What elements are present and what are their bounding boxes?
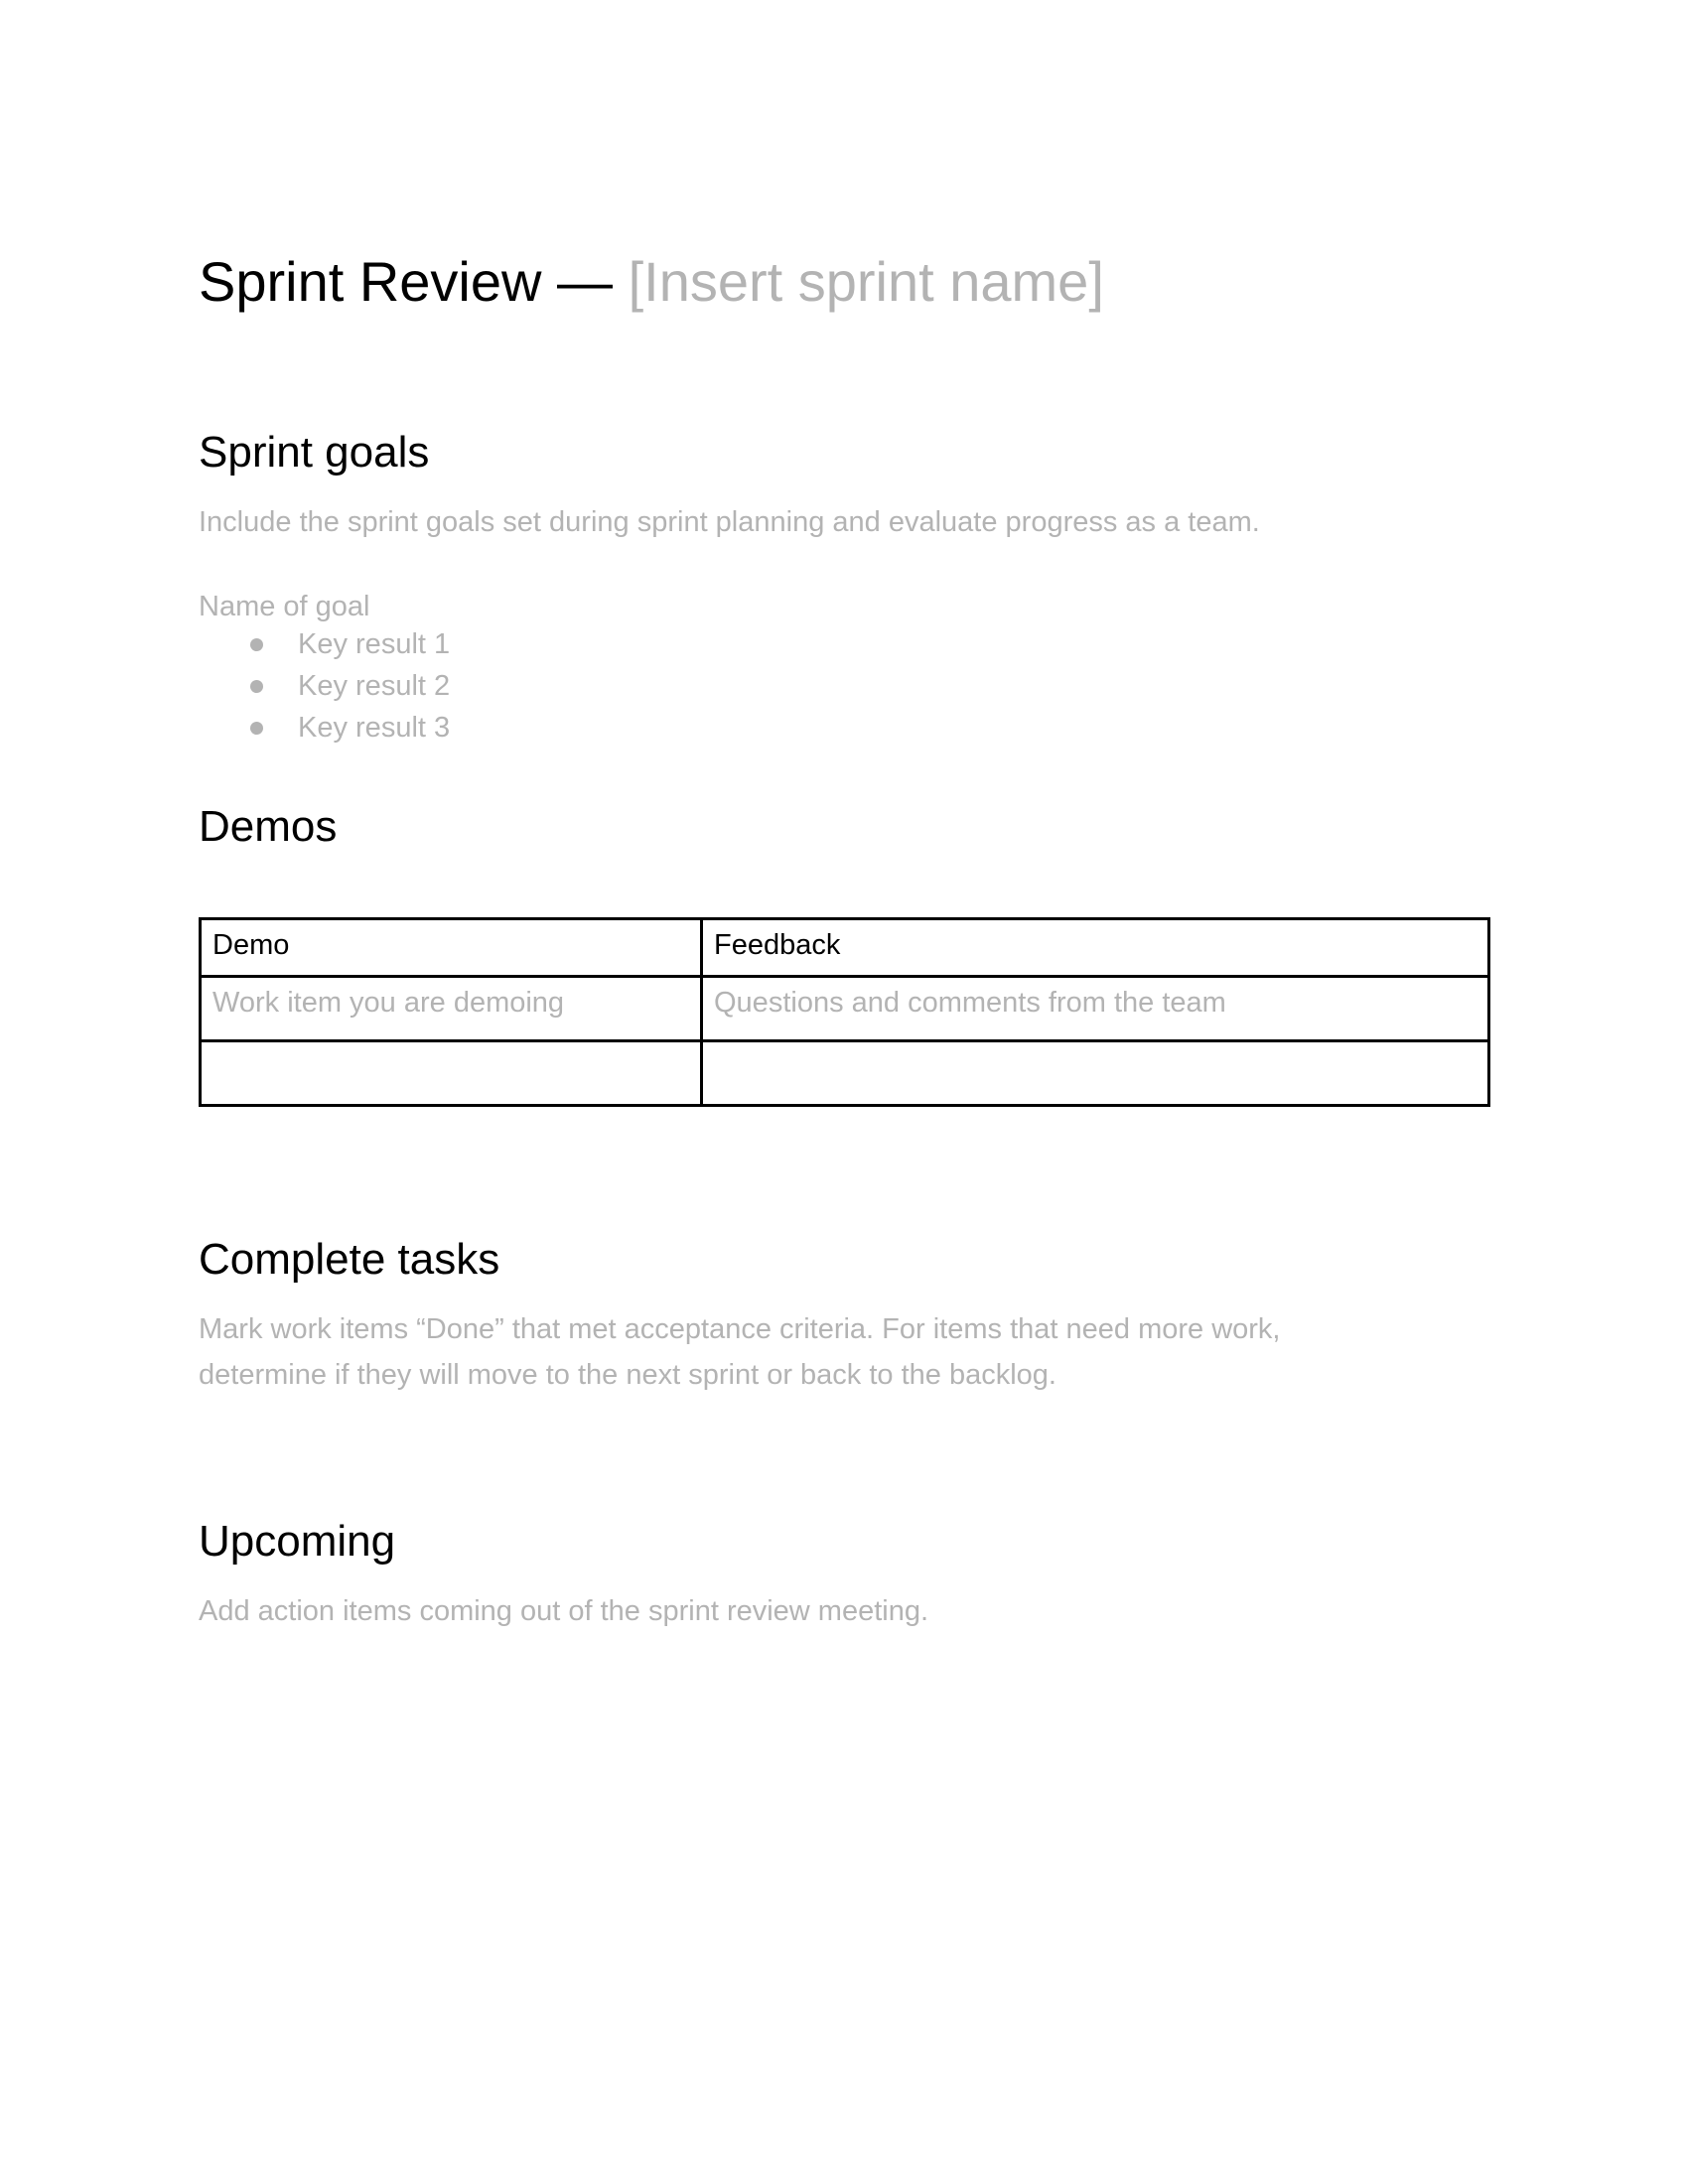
key-result-label: Key result 3 [298, 712, 451, 744]
goal-name[interactable]: Name of goal [199, 591, 370, 622]
sprint-goals-description[interactable]: Include the sprint goals set during sprint planning and evaluate progress as a team. [199, 506, 1260, 538]
demos-heading[interactable]: Demos [199, 802, 338, 851]
feedback-column-header[interactable]: Feedback [702, 919, 1489, 977]
title-text: Sprint Review — [199, 250, 629, 313]
bullet-icon [250, 680, 263, 693]
key-results-list [199, 623, 450, 749]
key-result-label: Key result 1 [298, 628, 451, 660]
table-row [201, 1041, 1489, 1106]
feedback-cell[interactable]: Questions and comments from the team [702, 977, 1489, 1041]
bullet-icon [250, 722, 263, 735]
complete-tasks-description-line-1[interactable]: Mark work items “Done” that met acceptance criteria. For items that need more work, [199, 1313, 1281, 1345]
list-item[interactable] [199, 707, 450, 749]
demos-table [199, 917, 1490, 1107]
complete-tasks-description-line-2[interactable]: determine if they will move to the next sprint or back to the backlog. [199, 1359, 1056, 1391]
demo-cell[interactable]: Work item you are demoing [201, 977, 702, 1041]
key-result-label: Key result 2 [298, 670, 451, 702]
upcoming-description[interactable]: Add action items coming out of the sprint review meeting. [199, 1595, 929, 1627]
demo-column-header[interactable]: Demo [201, 919, 702, 977]
document-title[interactable] [199, 244, 1104, 320]
sprint-goals-heading[interactable]: Sprint goals [199, 428, 430, 477]
bullet-icon [250, 638, 263, 651]
demo-cell[interactable] [201, 1041, 702, 1106]
table-row [201, 977, 1489, 1041]
sprint-name-placeholder[interactable]: [Insert sprint name] [628, 250, 1104, 313]
table-header-row [201, 919, 1489, 977]
complete-tasks-heading[interactable]: Complete tasks [199, 1235, 500, 1284]
list-item[interactable] [199, 665, 450, 707]
feedback-cell[interactable] [702, 1041, 1489, 1106]
upcoming-heading[interactable]: Upcoming [199, 1517, 396, 1566]
list-item[interactable] [199, 623, 450, 665]
